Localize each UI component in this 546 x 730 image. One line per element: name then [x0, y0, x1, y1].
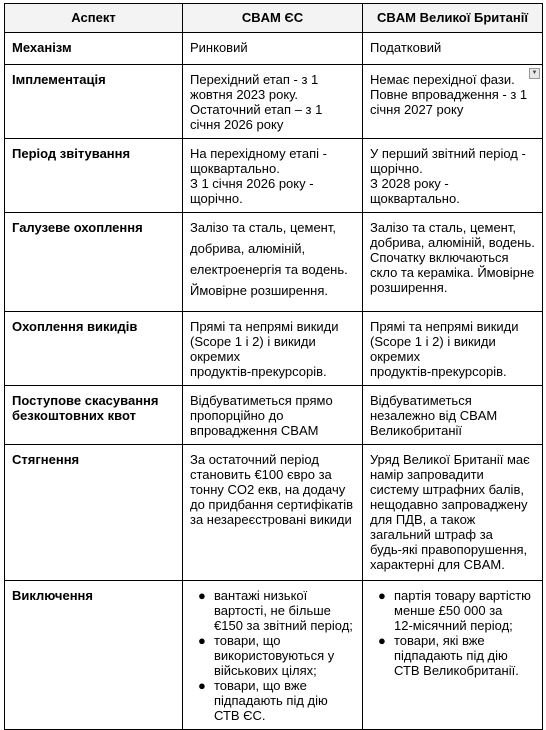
- eu-text-line: до придбання сертифікатів: [190, 497, 354, 512]
- aspect-text-line: Поступове скасування: [12, 393, 159, 408]
- uk-text-line: окремих: [370, 349, 421, 364]
- uk-cell: [363, 65, 543, 139]
- aspect-cell: [5, 386, 183, 445]
- aspect-cell: Охоплення викидів: [5, 312, 183, 386]
- eu-text-line: щорічно.: [190, 191, 243, 206]
- bullet-text-line: 12-місячний період;: [394, 618, 513, 633]
- uk-cell: [363, 445, 543, 581]
- aspect-cell: Період звітування: [5, 139, 183, 213]
- uk-text-line: будь-які правопорушення,: [370, 542, 528, 557]
- eu-text-line: пропорційно до: [190, 408, 284, 423]
- eu-text-line: становить €100 євро за: [190, 467, 332, 482]
- bullet-text-line: підпадають під дію: [214, 693, 328, 708]
- list-item: [378, 588, 535, 633]
- eu-text-line: тонну CO2 екв, на додачу: [190, 482, 346, 497]
- bullet-text-line: товари, що: [214, 633, 281, 648]
- eu-text-line: На перехідному етапі -: [190, 146, 327, 161]
- eu-text-line: З 1 січня 2026 року -: [190, 176, 314, 191]
- uk-cell: [363, 386, 543, 445]
- bullet-text-line: вартості, не більше: [214, 603, 331, 618]
- list-item: [378, 633, 535, 678]
- header-aspect: Аспект: [5, 4, 183, 33]
- bullet-text-line: партія товару вартістю: [394, 588, 531, 603]
- uk-text-line: щоквартально.: [370, 191, 460, 206]
- uk-text-line: (Scope 1 і 2) і викиди: [370, 334, 496, 349]
- table-row: [5, 213, 543, 312]
- table-row: [5, 581, 543, 730]
- bullet-text-line: військових цілях;: [214, 663, 317, 678]
- bullet-text-line: використовуються у: [214, 648, 335, 663]
- uk-text-line: продуктів-прекурсорів.: [370, 364, 507, 379]
- eu-cell: [183, 581, 363, 730]
- aspect-cell: Механізм: [5, 33, 183, 65]
- eu-text-line: Перехідний етап - з 1: [190, 72, 319, 87]
- list-item: [198, 678, 355, 723]
- aspect-cell: Стягнення: [5, 445, 183, 581]
- eu-text-line: січня 2026 року: [190, 117, 284, 132]
- eu-text-line: За остаточний період: [190, 452, 319, 467]
- eu-text-line: жовтня 2023 року.: [190, 87, 298, 102]
- eu-cell: [183, 33, 363, 65]
- aspect-text-line: безкоштовних квот: [12, 408, 136, 423]
- eu-text-line: щоквартально.: [190, 161, 280, 176]
- eu-cell: [183, 65, 363, 139]
- uk-text-line: З 2028 року -: [370, 176, 449, 191]
- bullet-icon: ●: [378, 588, 386, 603]
- uk-text-line: незалежно від CBAM: [370, 408, 498, 423]
- bullet-text-line: підпадають під дію: [394, 648, 508, 663]
- aspect-cell: Галузеве охоплення: [5, 213, 183, 312]
- bullet-icon: ●: [198, 633, 206, 648]
- eu-cell: [183, 445, 363, 581]
- header-row: [5, 4, 543, 33]
- eu-text-line: за незареєстровані викиди: [190, 512, 352, 527]
- aspect-cell: Виключення: [5, 581, 183, 730]
- list-item: [198, 588, 355, 633]
- uk-text-line: Уряд Великої Британії має: [370, 452, 530, 467]
- bullet-text-line: товари, які вже: [394, 633, 485, 648]
- uk-text-line: характерні для CBAM.: [370, 557, 505, 572]
- uk-cell: [363, 581, 543, 730]
- bullet-icon: ●: [378, 633, 386, 648]
- eu-text-line: Ймовірне розширення.: [190, 283, 328, 298]
- bullet-text-line: СТВ ЄС.: [214, 708, 266, 723]
- eu-text-line: Відбуватиметься прямо: [190, 393, 333, 408]
- uk-text-line: Немає перехідної фази.: [370, 72, 515, 87]
- uk-text-line: систему штрафних балів,: [370, 482, 524, 497]
- header-uk-cbam: CBAM Великої Британії: [363, 4, 543, 33]
- table-row: [5, 139, 543, 213]
- uk-cell: [363, 139, 543, 213]
- list-item: [198, 633, 355, 678]
- uk-text-line: Великобританії: [370, 423, 463, 438]
- uk-text-line: розширення.: [370, 280, 448, 295]
- eu-text-line: Залізо та сталь, цемент,: [190, 220, 336, 235]
- eu-text-line: продуктів-прекурсорів.: [190, 364, 327, 379]
- bullet-text-line: менше £50 000 за: [394, 603, 503, 618]
- uk-cell: [363, 312, 543, 386]
- uk-cell: [363, 213, 543, 312]
- eu-text-line: впровадження CBAM: [190, 423, 319, 438]
- eu-text-line: Остаточний етап – з 1: [190, 102, 323, 117]
- eu-cell: [183, 139, 363, 213]
- eu-text-line: Прямі та непрямі викиди: [190, 319, 339, 334]
- table-row: [5, 312, 543, 386]
- uk-text-line: для ПДВ, а також: [370, 512, 476, 527]
- uk-text-line: У перший звітний період -: [370, 146, 526, 161]
- eu-text-line: Ринковий: [190, 40, 248, 55]
- table-row: [5, 65, 543, 139]
- header-eu-cbam: CBAM ЄС: [183, 4, 363, 33]
- uk-text-line: нещодавно запроваджену: [370, 497, 528, 512]
- uk-text-line: Податковий: [370, 40, 442, 55]
- eu-text-line: (Scope 1 і 2) і викиди: [190, 334, 316, 349]
- bullet-text-line: товари, що вже: [214, 678, 307, 693]
- eu-cell: [183, 213, 363, 312]
- comparison-table: [4, 3, 543, 730]
- eu-text-line: електроенергія та водень.: [190, 262, 348, 277]
- uk-text-line: Прямі та непрямі викиди: [370, 319, 519, 334]
- table-row: [5, 33, 543, 65]
- eu-exemptions-list: [190, 588, 355, 723]
- uk-text-line: намір запровадити: [370, 467, 484, 482]
- uk-text-line: щорічно.: [370, 161, 423, 176]
- uk-text-line: скло та кераміка. Ймовірне: [370, 265, 535, 280]
- eu-text-line: добрива, алюміній,: [190, 241, 306, 256]
- bullet-text-line: €150 за звітний період;: [214, 618, 353, 633]
- uk-text-line: січня 2027 року: [370, 102, 464, 117]
- uk-text-line: Залізо та сталь, цемент,: [370, 220, 516, 235]
- bullet-icon: ●: [198, 678, 206, 693]
- bullet-text-line: СТВ Великобританії.: [394, 663, 519, 678]
- uk-text-line: загальний штраф за: [370, 527, 493, 542]
- cell-dropdown-icon[interactable]: ▼: [529, 68, 540, 79]
- table-row: [5, 445, 543, 581]
- eu-text-line: окремих: [190, 349, 241, 364]
- uk-text-line: Відбуватиметься: [370, 393, 472, 408]
- uk-exemptions-list: [370, 588, 535, 678]
- uk-cell: [363, 33, 543, 65]
- uk-text-line: Повне впровадження - з 1: [370, 87, 528, 102]
- uk-text-line: добрива, алюміній, водень.: [370, 235, 535, 250]
- bullet-icon: ●: [198, 588, 206, 603]
- table-row: [5, 386, 543, 445]
- eu-cell: [183, 312, 363, 386]
- uk-text-line: Спочатку включаються: [370, 250, 509, 265]
- bullet-text-line: вантажі низької: [214, 588, 308, 603]
- aspect-cell: Імплементація: [5, 65, 183, 139]
- eu-cell: [183, 386, 363, 445]
